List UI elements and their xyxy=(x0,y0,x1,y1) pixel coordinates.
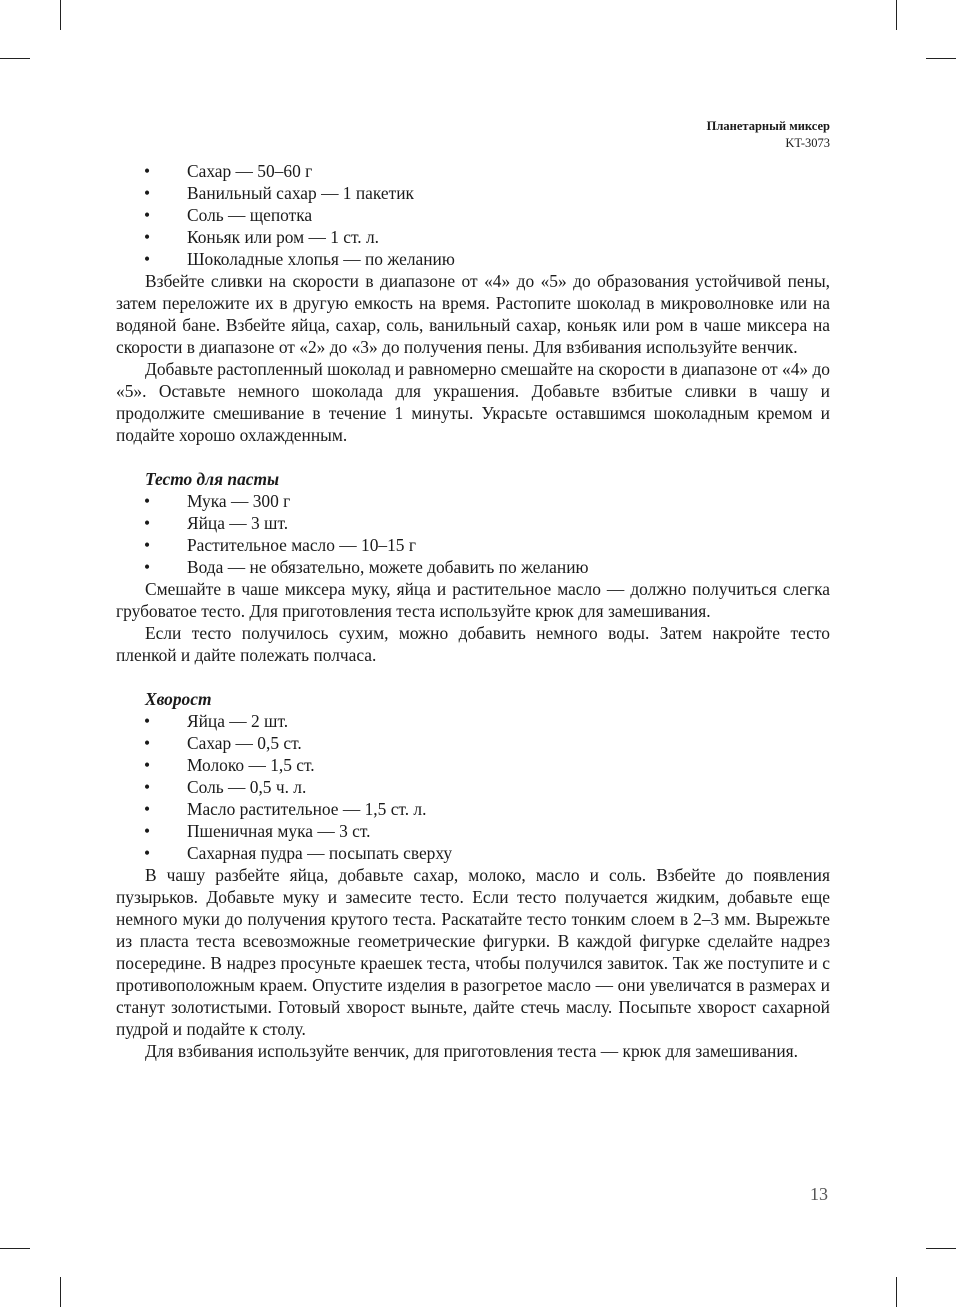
list-item: • Растительное масло — 10–15 г xyxy=(144,535,416,555)
crop-mark-top-right xyxy=(896,0,897,30)
bullet: • xyxy=(144,755,151,775)
paragraph: Добавьте растопленный шоколад и равномерно смешайте на скорости в диапазоне от «4» до «5». Оставьте немного шоколада для украшения. Добавьте взбитые сливки в чашу и продолжите смешивание в течение 1 минуты. Украсьте оставшимся шоколадным кремом и подайте хорошо охлажденным. xyxy=(116,359,830,445)
ingredient-list-1 xyxy=(116,160,830,270)
list-item: • Мука — 300 г xyxy=(144,491,291,511)
bullet: • xyxy=(144,843,151,863)
list-item: • Соль — щепотка xyxy=(144,205,313,225)
page-content xyxy=(116,160,830,1062)
paragraph: Взбейте сливки на скорости в диапазоне от «4» до «5» до образования устойчивой пены, затем переложите их в другую емкость на время. Растопите шоколад в микроволновке или на водяной бане. Взбейте яйца, сахар, соль, ванильный сахар, коньяк или ром в чаше миксера на скорости в диапазоне от «2» до «3» до получения пены. Для взбивания используйте венчик. xyxy=(116,271,830,357)
section-title-khvorost: Хворост xyxy=(145,689,212,709)
crop-mark-bottom-right xyxy=(896,1277,897,1307)
list-item: • Сахар — 0,5 ст. xyxy=(144,733,302,753)
crop-mark-left-top xyxy=(0,58,30,59)
crop-mark-right-bottom xyxy=(926,1248,956,1249)
bullet: • xyxy=(144,777,151,797)
paragraph: В чашу разбейте яйца, добавьте сахар, молоко, масло и соль. Взбейте до появления пузырьков. Добавьте муку и замесите тесто. Если тесто получается жидким, добавьте еще немного муки до получения крутого теста. Раскатайте тесто тонким слоем в 2–3 мм. Вырежьте из пласта теста всевозможные геометрические фигурки. В каждой фигурке сделайте надрез посередине. В надрез просуньте краешек теста, чтобы получился завиток. Так же поступите и с противоположным краем. Опустите изделия в разогретое масло — они увеличатся в размерах и станут золотистыми. Готовый хворост выньте, дайте стечь маслу. Посыпьте хворост сахарной пудрой и подайте к столу. xyxy=(116,865,830,1039)
bullet: • xyxy=(144,535,151,555)
list-item: • Пшеничная мука — 3 ст. xyxy=(144,821,371,841)
list-item: • Ванильный сахар — 1 пакетик xyxy=(144,183,414,203)
list-item: • Сахарная пудра — посыпать сверху xyxy=(144,843,453,863)
list-item: • Яйца — 3 шт. xyxy=(144,513,289,533)
list-item: • Вода — не обязательно, можете добавить по желанию xyxy=(144,557,589,577)
page-number: 13 xyxy=(810,1184,828,1204)
crop-mark-bottom-left xyxy=(60,1277,61,1307)
bullet: • xyxy=(144,557,151,577)
list-item: • Масло растительное — 1,5 ст. л. xyxy=(144,799,427,819)
section-title-pasta-dough: Тесто для пасты xyxy=(145,469,280,489)
ingredient-list-3 xyxy=(116,710,830,864)
header-title: Планетарный миксер xyxy=(706,119,830,133)
list-item: • Яйца — 2 шт. xyxy=(144,711,289,731)
list-item: • Сахар — 50–60 г xyxy=(144,161,313,181)
list-item: • Молоко — 1,5 ст. xyxy=(144,755,315,775)
list-item: • Шоколадные хлопья — по желанию xyxy=(144,249,455,269)
ingredient-list-2 xyxy=(116,490,830,578)
running-header xyxy=(707,118,830,152)
crop-mark-left-bottom xyxy=(0,1248,30,1249)
bullet: • xyxy=(144,733,151,753)
paragraph: Для взбивания используйте венчик, для приготовления теста — крюк для замешивания. xyxy=(145,1041,799,1061)
paragraph: Если тесто получилось сухим, можно добавить немного воды. Затем накройте тесто пленкой и дайте полежать полчаса. xyxy=(116,623,830,665)
bullet: • xyxy=(144,183,151,203)
bullet: • xyxy=(144,491,151,511)
bullet: • xyxy=(144,205,151,225)
list-item: • Коньяк или ром — 1 ст. л. xyxy=(144,227,380,247)
paragraph: Смешайте в чаше миксера муку, яйца и растительное масло — должно получиться слегка грубоватое тесто. Для приготовления теста используйте крюк для замешивания. xyxy=(116,579,830,621)
bullet: • xyxy=(144,711,151,731)
bullet: • xyxy=(144,821,151,841)
bullet: • xyxy=(144,513,151,533)
header-model: KT-3073 xyxy=(785,136,830,150)
bullet: • xyxy=(144,249,151,269)
bullet: • xyxy=(144,161,151,181)
list-item: • Соль — 0,5 ч. л. xyxy=(144,777,307,797)
crop-mark-right-top xyxy=(926,58,956,59)
bullet: • xyxy=(144,227,151,247)
crop-mark-top-left xyxy=(60,0,61,30)
bullet: • xyxy=(144,799,151,819)
